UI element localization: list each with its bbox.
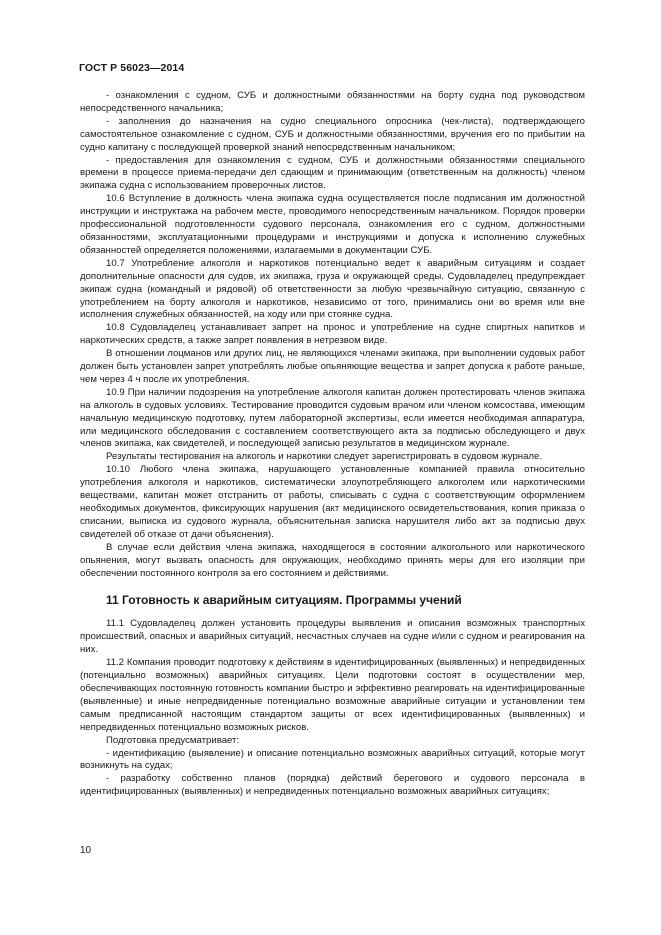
paragraph: 10.9 При наличии подозрения на употребление алкоголя капитан должен протестировать членов экипажа на алкоголь в судовых условиях. Тестирование проводится судовым врачом или членом комсостава, имеющим начальную медицинскую подготовку, путем лабораторной экспертизы, если имеется необходимая аппаратура, или медицинского обследования с составлением соответствующего акта за подписью обследующего и двух членов экипажа, как свидетелей, и последующей записью результатов в медицинском журнале. [80,386,585,450]
paragraph: 10.7 Употребление алкоголя и наркотиков потенциально ведет к аварийным ситуациям и создает дополнительные опасности для судов, их экипажа, груза и окружающей среды. Судовладелец предупреждает экипаж судна (командный и рядовой) об ответственности за любую чрезвычайную ситуацию, связанную с употреблением на борту алкоголя и наркотиков, независимо от того, принимались они во время или вне исполнения служебных обязанностей, на ходу или при стоянке судна. [80,257,585,321]
paragraph: 10.6 Вступление в должность члена экипажа судна осуществляется после подписания им должностной инструкции и инструктажа на рабочем месте, проводимого непосредственным начальником. Порядок проверки профессиональной подготовленности судового персонала, ознакомления его с судном, должностными обязанностями, эксплуатационными процедурами и инструкциями и допуска к исполнению служебных обязанностей определяется положениями, излагаемыми в документации СУБ. [80,193,585,256]
paragraph: Подготовка предусматривает: [106,734,240,746]
paragraph: - предоставления для ознакомления с судном, СУБ и должностными обязанностями специального времени в процессе приема-передачи дел сдающим и принимающим (ответственным на должность) членом экипажа судна с использованием проверочных листов. [80,154,585,192]
paragraph: В отношении лоцманов или других лиц, не являющихся членами экипажа, при выполнении судовых работ должен быть установлен запрет употреблять любые опьяняющие вещества и запрет допуска к работе раньше, чем через 4 ч после их употребления. [80,348,585,385]
paragraph: Результаты тестирования на алкоголь и наркотики следует зарегистрировать в судовом журнале. [106,451,543,463]
paragraph: 11.1 Судовладелец должен установить процедуры выявления и описания возможных транспортных происшествий, опасных и аварийных ситуаций, несчастных случаев на судне и/или с судном и реагирования на них. [80,618,585,656]
section-title: 11 Готовность к аварийным ситуациям. Программы учений [106,593,462,608]
page-number: 10 [80,845,92,856]
paragraph: В случае если действия члена экипажа, находящегося в состоянии алкогольного или наркотического опьянения, могут вызвать опасность для окружающих, необходимо принять меры для его изоляции при обеспечении постоянного контроля за его состоянием и действиями. [80,541,585,579]
document-header: ГОСТ Р 56023—2014 [79,62,185,74]
paragraph: - разработку собственно планов (порядка) действий берегового и судового персонала в идентифицированных (выявленных) и непредвиденных потенциально возможных аварийных ситуациях; [80,773,585,798]
paragraph: 10.8 Судовладелец устанавливает запрет на пронос и употребление на судне спиртных напитков и наркотических средств, а также запрет появления в нетрезвом виде. [80,322,585,347]
paragraph: - идентификацию (выявление) и описание потенциально возможных аварийных ситуаций, которые могут возникнуть на судах; [80,747,585,772]
document-body [80,90,585,799]
paragraph: 10.10 Любого члена экипажа, нарушающего установленные компанией правила относительно употребления алкоголя и наркотиков, систематически злоупотребляющего алкоголем или наркотическими веществами, капитан может отстранить от работы, списывать с судна с соответствующим оформлением необходимых документов, фиксирующих нарушения (акт медицинского освидетельствования, копия приказа о списании, выписка из судового журнала, объяснительная записка нарушителя либо акт за подписью двух свидетелей об отказе от дачи объяснения). [80,464,585,540]
paragraph: - заполнения до назначения на судно специального опросника (чек-листа), подтверждающего самостоятельное ознакомление с судном, СУБ и должностными обязанностями, вручения его по прибытии на судно капитану с последующей проверкой знаний непосредственным начальником; [80,115,585,153]
paragraph: - ознакомления с судном, СУБ и должностными обязанностями на борту судна под руководством непосредственного начальника; [80,90,585,114]
paragraph: 11.2 Компания проводит подготовку к действиям в идентифицированных (выявленных) и непредвиденных (потенциально возможных) аварийных ситуациях. Цели подготовки состоят в осуществлении мер, обеспечивающих постоянную готовность компании быстро и эффективно реагировать на идентифицированные (выявленные) и иные непредвиденные потенциально возможные аварийные ситуации и установлении тем самым предписанной настоящим стандартом защиты от всех идентифицированных (выявленных) и непредвиденных потенциально возможных рисков. [80,657,585,733]
